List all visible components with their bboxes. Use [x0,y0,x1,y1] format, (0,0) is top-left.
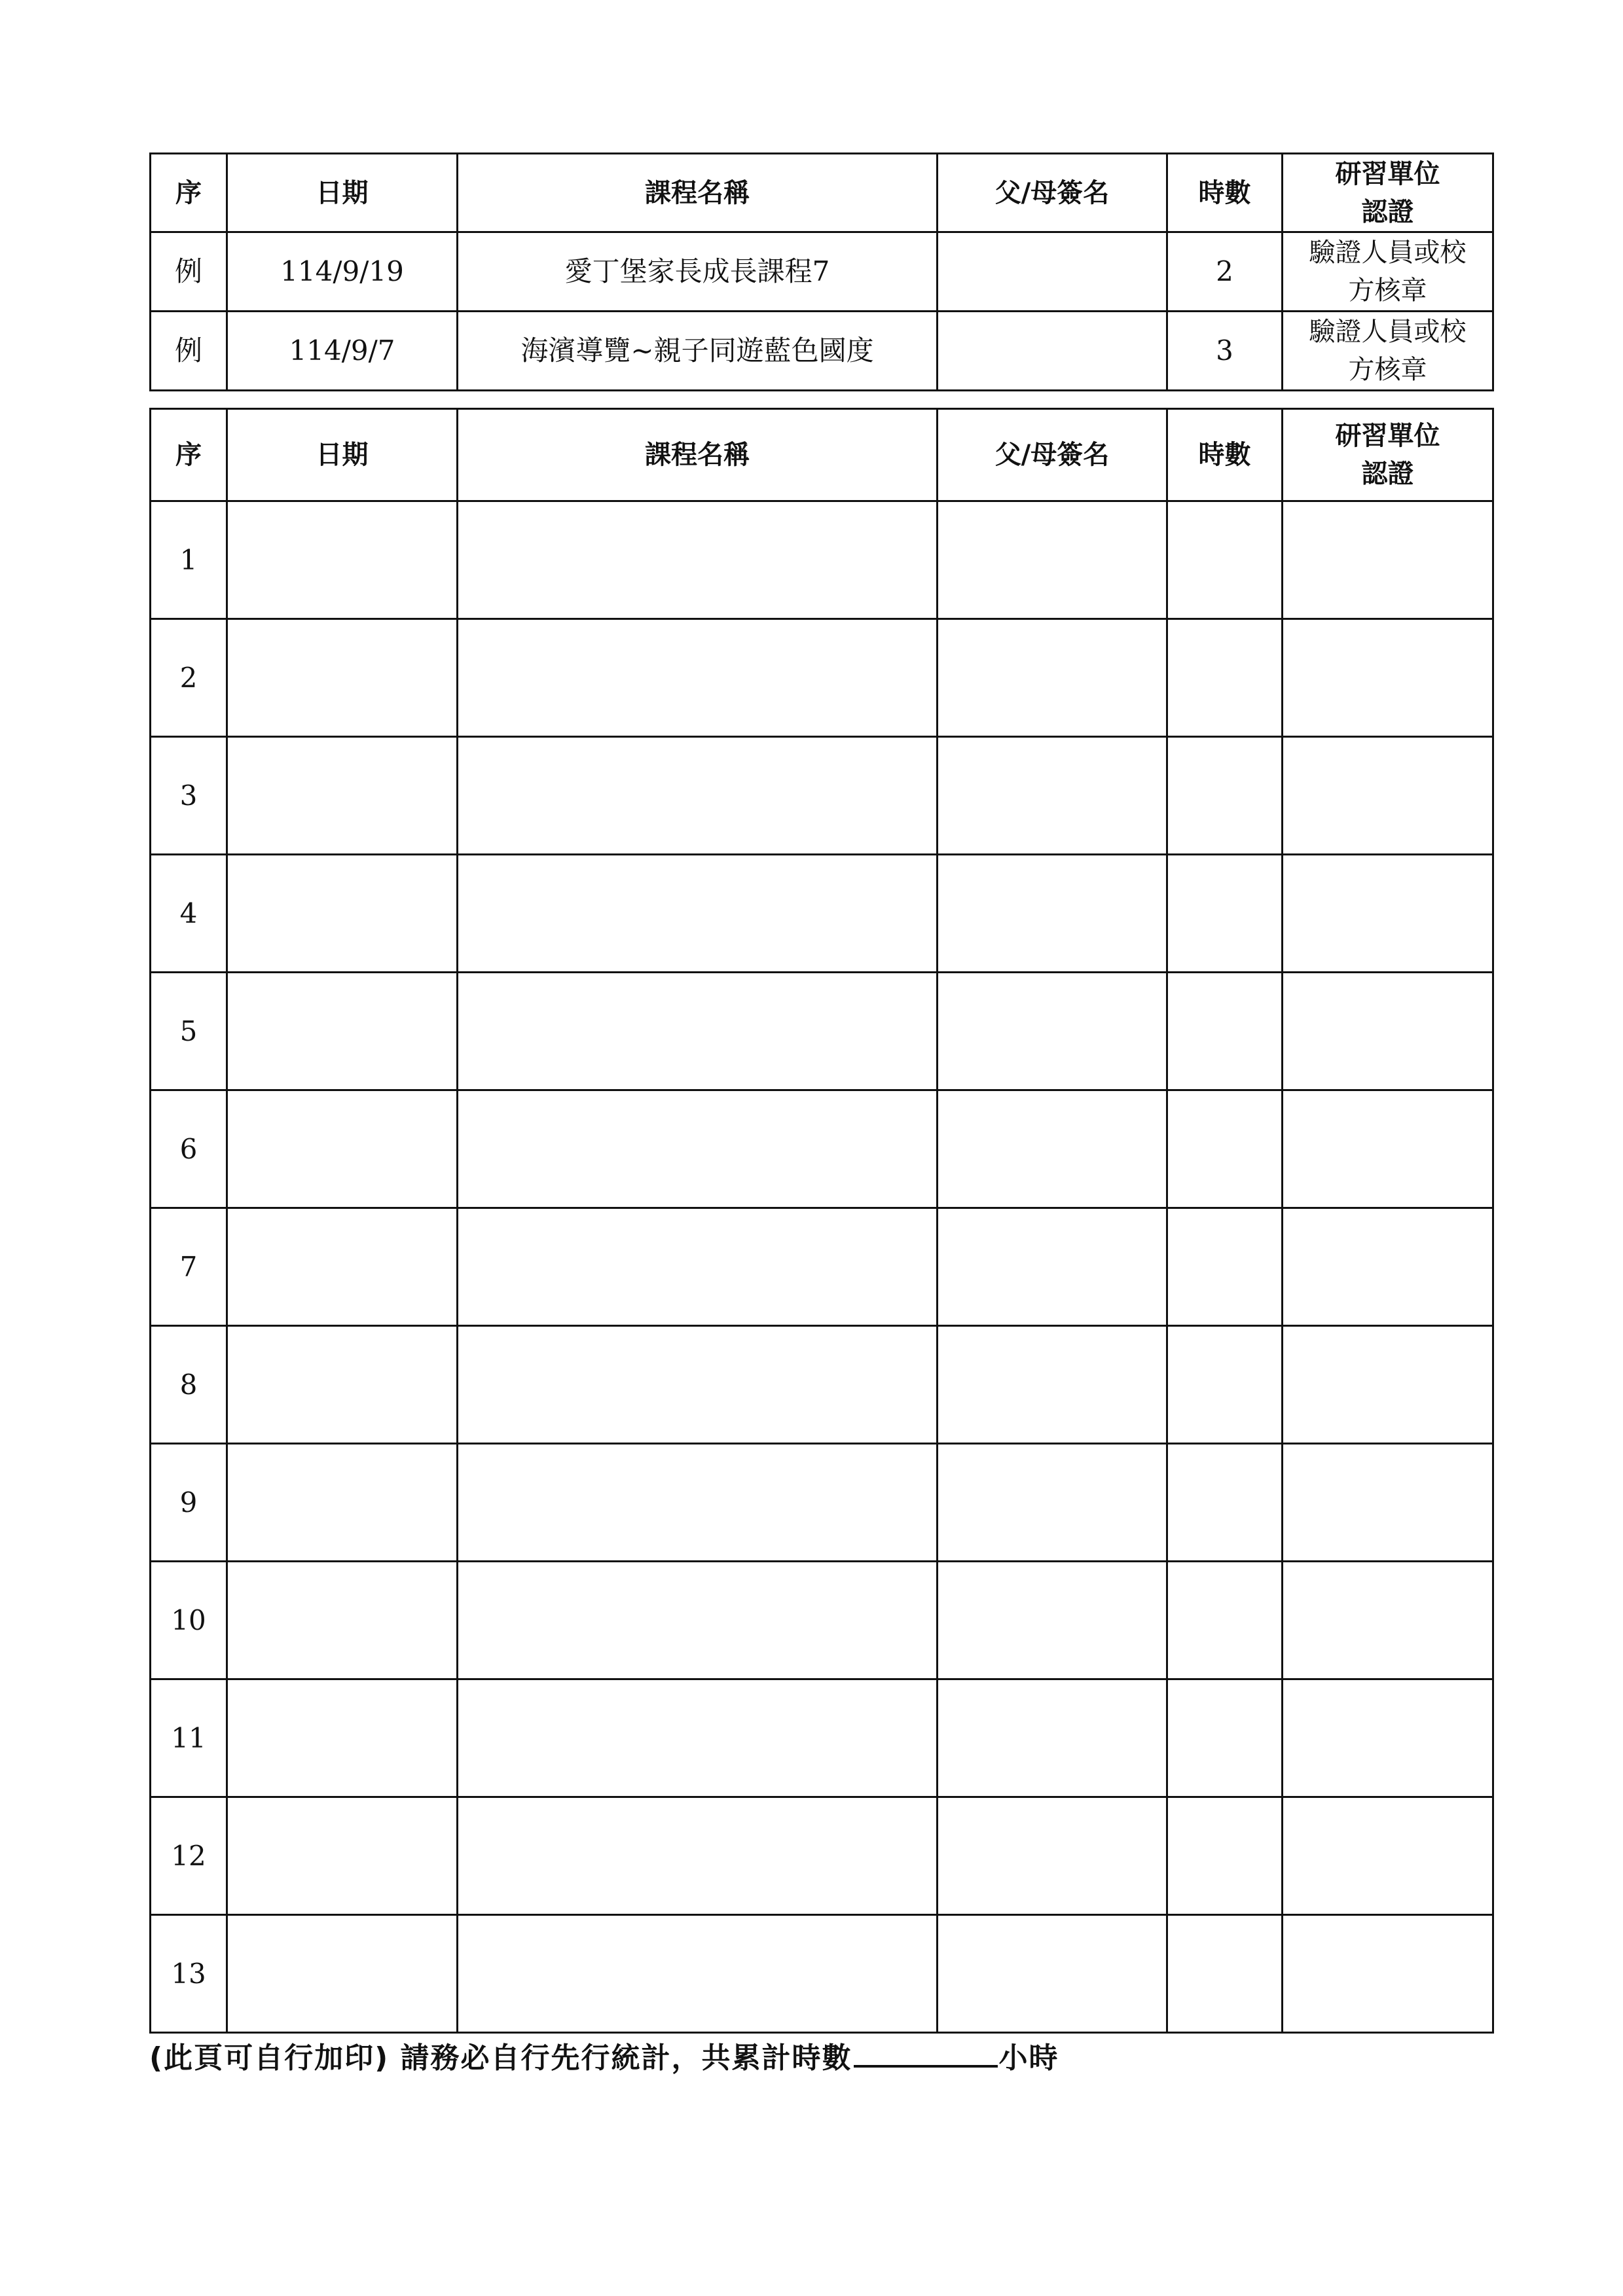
certify-cell[interactable] [1283,1208,1493,1326]
example-course: 海濱導覽~親子同遊藍色國度 [458,312,938,391]
log-row [151,1679,1493,1797]
date-cell[interactable] [227,1326,458,1444]
signature-cell[interactable] [938,619,1167,737]
date-cell[interactable] [227,855,458,973]
header-signature: 父/母簽名 [938,409,1167,501]
signature-cell[interactable] [938,1444,1167,1562]
date-cell[interactable] [227,1562,458,1679]
hours-cell[interactable] [1167,1326,1283,1444]
date-cell[interactable] [227,1090,458,1208]
course-cell[interactable] [458,1915,938,2033]
row-number: 2 [151,619,227,737]
hours-cell[interactable] [1167,737,1283,855]
row-number: 12 [151,1797,227,1915]
example-certify [1283,312,1493,391]
signature-cell[interactable] [938,1208,1167,1326]
example-hours: 3 [1167,312,1283,391]
example-date: 114/9/19 [227,232,458,312]
log-row [151,1797,1493,1915]
example-certify-line1: 驗證人員或校 [1309,317,1467,347]
footer-unit: 小時 [998,2041,1059,2075]
course-cell[interactable] [458,619,938,737]
date-cell[interactable] [227,619,458,737]
log-row [151,1562,1493,1679]
certify-cell[interactable] [1283,1562,1493,1679]
course-cell[interactable] [458,737,938,855]
date-cell[interactable] [227,1444,458,1562]
hours-cell[interactable] [1167,1444,1283,1562]
row-number: 6 [151,1090,227,1208]
certify-cell[interactable] [1283,1915,1493,2033]
certify-cell[interactable] [1283,1444,1493,1562]
log-row [151,855,1493,973]
certify-cell[interactable] [1283,501,1493,619]
example-seq: 例 [151,312,227,391]
example-seq: 例 [151,232,227,312]
course-cell[interactable] [458,1679,938,1797]
header-certify-line2: 認證 [1361,196,1414,227]
log-row [151,737,1493,855]
example-table [149,152,1494,391]
row-number: 13 [151,1915,227,2033]
signature-cell[interactable] [938,501,1167,619]
course-cell[interactable] [458,1797,938,1915]
log-row [151,501,1493,619]
date-cell[interactable] [227,1797,458,1915]
example-row [151,232,1493,312]
certify-cell[interactable] [1283,855,1493,973]
date-cell[interactable] [227,973,458,1090]
log-row [151,1326,1493,1444]
course-cell[interactable] [458,855,938,973]
course-cell[interactable] [458,1444,938,1562]
date-cell[interactable] [227,1915,458,2033]
date-cell[interactable] [227,737,458,855]
row-number: 4 [151,855,227,973]
header-signature: 父/母簽名 [938,154,1167,232]
example-date: 114/9/7 [227,312,458,391]
log-row [151,1915,1493,2033]
header-certify-line2: 認證 [1361,459,1414,489]
header-certify-line1: 研習單位 [1335,421,1440,451]
hours-cell[interactable] [1167,1562,1283,1679]
certify-cell[interactable] [1283,973,1493,1090]
certify-cell[interactable] [1283,1090,1493,1208]
log-row [151,973,1493,1090]
example-certify [1283,232,1493,312]
row-number: 9 [151,1444,227,1562]
row-number: 5 [151,973,227,1090]
header-date: 日期 [227,409,458,501]
signature-cell[interactable] [938,1679,1167,1797]
certify-cell[interactable] [1283,737,1493,855]
course-cell[interactable] [458,1090,938,1208]
certify-cell[interactable] [1283,1797,1493,1915]
hours-cell[interactable] [1167,1797,1283,1915]
header-date: 日期 [227,154,458,232]
signature-cell[interactable] [938,1090,1167,1208]
example-row [151,312,1493,391]
certify-cell[interactable] [1283,619,1493,737]
header-certify-line1: 研習單位 [1335,158,1440,189]
header-certify [1283,154,1493,232]
header-course: 課程名稱 [458,154,938,232]
header-row [151,154,1493,232]
header-seq: 序 [151,154,227,232]
log-table [149,408,1494,2034]
log-row [151,1444,1493,1562]
hours-cell[interactable] [1167,855,1283,973]
footer-note-text: (此頁可自行加印) 請務必自行先行統計，共累計時數 [149,2041,852,2075]
signature-cell[interactable] [938,1915,1167,2033]
log-body [151,501,1493,2033]
hours-cell[interactable] [1167,1208,1283,1326]
example-certify-line1: 驗證人員或校 [1309,238,1467,268]
certify-cell[interactable] [1283,1679,1493,1797]
hours-cell[interactable] [1167,1090,1283,1208]
hours-cell[interactable] [1167,973,1283,1090]
course-cell[interactable] [458,501,938,619]
row-number: 11 [151,1679,227,1797]
header-hours: 時數 [1167,409,1283,501]
row-number: 7 [151,1208,227,1326]
total-hours-blank[interactable] [854,2043,998,2068]
signature-cell[interactable] [938,973,1167,1090]
course-cell[interactable] [458,1326,938,1444]
log-row [151,1090,1493,1208]
course-cell[interactable] [458,1562,938,1679]
certify-cell[interactable] [1283,1326,1493,1444]
header-seq: 序 [151,409,227,501]
header-hours: 時數 [1167,154,1283,232]
date-cell[interactable] [227,1679,458,1797]
row-number: 8 [151,1326,227,1444]
header-course: 課程名稱 [458,409,938,501]
example-hours: 2 [1167,232,1283,312]
header-certify [1283,409,1493,501]
header-row [151,409,1493,501]
signature-cell[interactable] [938,1562,1167,1679]
example-certify-line2: 方核章 [1348,276,1427,306]
hours-cell[interactable] [1167,501,1283,619]
log-row [151,619,1493,737]
signature-cell[interactable] [938,855,1167,973]
example-signature [938,312,1167,391]
example-certify-line2: 方核章 [1348,355,1427,385]
hours-cell[interactable] [1167,619,1283,737]
signature-cell[interactable] [938,737,1167,855]
row-number: 10 [151,1562,227,1679]
footer-note [149,2034,1059,2076]
row-number: 1 [151,501,227,619]
row-number: 3 [151,737,227,855]
hours-cell[interactable] [1167,1679,1283,1797]
signature-cell[interactable] [938,1797,1167,1915]
log-row [151,1208,1493,1326]
example-course: 愛丁堡家長成長課程7 [458,232,938,312]
signature-cell[interactable] [938,1326,1167,1444]
course-cell[interactable] [458,973,938,1090]
date-cell[interactable] [227,1208,458,1326]
date-cell[interactable] [227,501,458,619]
course-cell[interactable] [458,1208,938,1326]
hours-cell[interactable] [1167,1915,1283,2033]
example-signature [938,232,1167,312]
